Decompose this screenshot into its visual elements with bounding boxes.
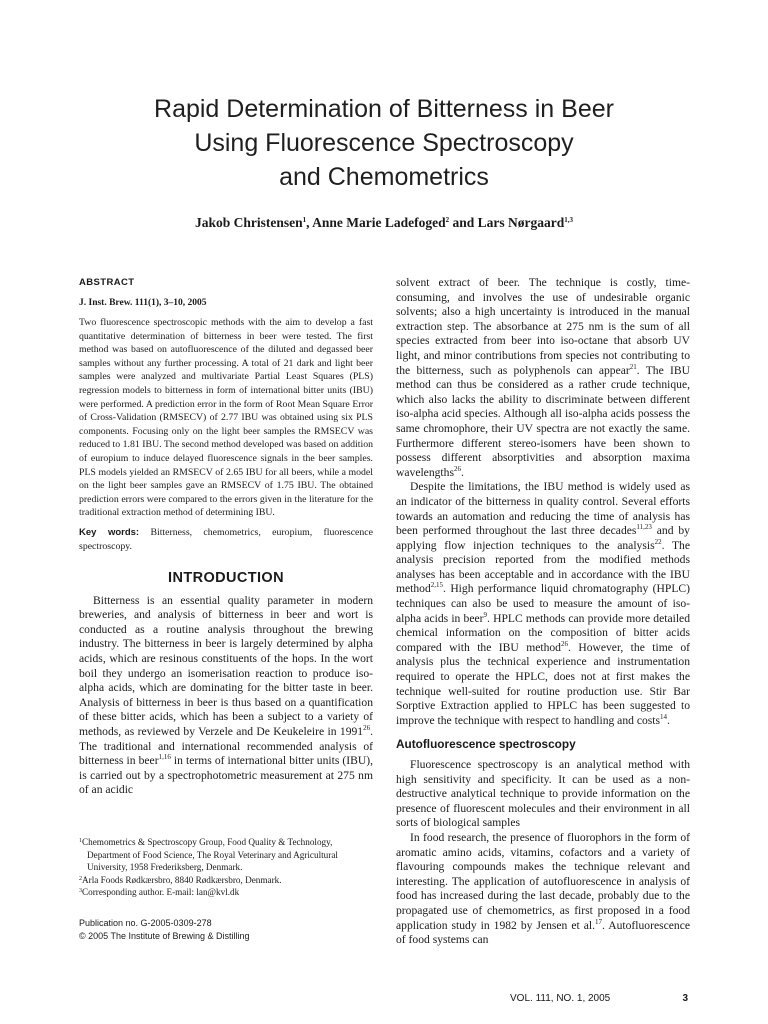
keywords-label: Key words: bbox=[79, 526, 140, 538]
right-column bbox=[396, 276, 690, 948]
text-run: In food research, the presence of fluorophors in the form of aromatic amino acids, vitamins, cofactors and a variety of flavouring compounds makes the technique relevant and interesting. The application of autofluorescence in analysis of food has increased during the last decade, probably due to the propagated use of chemometrics, as first proposed in a food application study in 1982 by Jensen et al. bbox=[396, 830, 690, 932]
citation: 26 bbox=[363, 723, 371, 732]
left-column bbox=[79, 276, 373, 798]
abstract-heading: ABSTRACT bbox=[79, 277, 135, 288]
author-name: Lars Nørgaard bbox=[477, 215, 565, 230]
introduction-heading: INTRODUCTION bbox=[168, 570, 284, 587]
footnote-marker: 1 bbox=[79, 838, 82, 844]
title-line-1: Rapid Determination of Bitterness in Beer bbox=[154, 95, 614, 123]
text-run: . bbox=[667, 713, 670, 727]
citation: 1,16 bbox=[158, 753, 171, 762]
citation: 26 bbox=[560, 639, 568, 648]
citation: 14 bbox=[660, 712, 668, 721]
text-run: . bbox=[460, 465, 464, 479]
text-run: . High performance liquid chromatography (HPLC) techniques can also be used to measure the amount of iso-alpha acids in beer bbox=[396, 582, 690, 625]
publication-number: Publication no. G-2005-0309-278 bbox=[79, 918, 212, 928]
affiliation-marker: 1,3 bbox=[564, 216, 574, 224]
citation: 26 bbox=[453, 464, 461, 473]
article-title bbox=[60, 92, 708, 194]
volume-info: VOL. 111, NO. 1, 2005 bbox=[510, 993, 611, 1004]
text-run: in terms of international bitter units (IBU), is carried out by a spectrophotometric measurement at 275 nm of an acidic bbox=[79, 754, 373, 797]
introduction-paragraph-3 bbox=[396, 480, 690, 728]
text-run: . The analysis precision reported from the modified methods analyses has been acceptable and in accordance with the IBU method bbox=[396, 538, 690, 596]
author-separator: , bbox=[306, 215, 313, 230]
footnote-text: Arla Foods Rødkærsbro, 8840 Rødkærsbro, Denmark. bbox=[82, 874, 282, 885]
title-line-2: Using Fluorescence Spectroscopy bbox=[194, 129, 574, 157]
page-footer bbox=[510, 993, 688, 1004]
text-run: Despite the limitations, the IBU method is widely used as an indicator of the bitterness in quality control. Several efforts towards an automation and reducing the time of analysis has been performed throughout the last three decades bbox=[396, 480, 690, 538]
citation: 17 bbox=[594, 917, 602, 926]
keywords bbox=[79, 526, 373, 553]
keywords-text: Bitterness, chemometrics, europium, fluorescence spectroscopy. bbox=[79, 526, 373, 552]
text-run: . The IBU method can thus be considered as a rather crude technique, which also lacks the ability to discriminate between different iso-alpha acid species. Although all iso-alpha acids possess the same chromophore, their UV spectra are not exactly the same. Furthermore different stereo-isomers have been shown to possess different absorptivities and absorption maxima wavelengths bbox=[396, 363, 690, 479]
author-name: Jakob Christensen bbox=[194, 215, 303, 230]
footnote-text: Chemometrics & Spectroscopy Group, Food Quality & Technology, Department of Food Science, The Royal Veterinary and Agricultural University, 1958 Frederiksberg, Denmark. bbox=[82, 837, 338, 873]
text-run: and by applying flow injection techniques to the analysis bbox=[396, 524, 690, 552]
title-line-3: and Chemometrics bbox=[279, 163, 489, 191]
journal-citation: J. Inst. Brew. 111(1), 3–10, 2005 bbox=[79, 297, 207, 308]
author-separator: and bbox=[449, 215, 478, 230]
citation: 11,23 bbox=[636, 523, 652, 532]
citation: 21 bbox=[629, 362, 637, 371]
footnote-3 bbox=[79, 886, 373, 899]
autofluorescence-paragraph-2 bbox=[396, 831, 690, 948]
text-run: . However, the time of analysis plus the technical experience and instrumentation required to operate the HPLC, does not at first makes the technique well-suited for routine production use. Stir Bar Sorptive Extraction applied to HPLC has been suggested to improve the technique with respect to handling and costs bbox=[396, 640, 690, 727]
footnote-1 bbox=[79, 836, 373, 874]
copyright-notice: © 2005 The Institute of Brewing & Distilling bbox=[79, 931, 250, 941]
author-list bbox=[60, 215, 708, 231]
affiliation-footnotes bbox=[79, 836, 373, 899]
citation: 2,15 bbox=[430, 581, 444, 590]
text-run: . Autofluorescence of food systems can bbox=[396, 918, 691, 947]
autofluorescence-paragraph-1: Fluorescence spectroscopy is an analytical method with high sensitivity and specificity. It can be used as a non-destructive analytical technique to provide information on the presence of fluorescent molecules and their environment in all sorts of biological samples bbox=[396, 758, 690, 830]
text-run: Bitterness is an essential quality parameter in modern breweries, and analysis of bitterness in beer and wort is conducted as a routine analysis throughout the brewing industry. The bitterness in beer is largely determined by alpha acids, which are resinous constituents of the hops. In the wort boil they undergo an isomerisation reaction to produce iso-alpha acids, which are dominating for the bitter taste in beer. Analysis of bitterness in beer is thus based on a quantification of these bitter acids, which has been a subject to a variety of methods, as reviewed by Verzele and De Keukeleire in 1991 bbox=[79, 593, 373, 738]
footnote-2 bbox=[79, 874, 373, 887]
page-number: 3 bbox=[682, 993, 688, 1004]
affiliation-marker: 1 bbox=[302, 216, 307, 224]
text-run: . The traditional and international recommended analysis of bitterness in beer bbox=[79, 724, 373, 768]
citation: 22 bbox=[654, 537, 662, 546]
footnote-marker: 2 bbox=[79, 875, 82, 882]
affiliation-marker: 2 bbox=[445, 216, 450, 224]
introduction-paragraph-2 bbox=[396, 276, 690, 480]
publication-info bbox=[79, 917, 250, 943]
author-name: Anne Marie Ladefoged bbox=[312, 215, 446, 230]
text-run: solvent extract of beer. The technique is costly, time-consuming, and involves the use of undesirable organic solvents; also a high uncertainty is introduced in the manual extraction step. The absorbance at 275 nm is the sum of all species extracted from beer into iso-octane that absorb UV light, and minor contributions from species not contributing to the bitterness, such as polyphenols can appear bbox=[396, 276, 690, 377]
citation: 9 bbox=[483, 610, 487, 619]
abstract-body: Two fluorescence spectroscopic methods with the aim to develop a fast quantitative determination of bitterness in beer were tested. The first method was based on autofluorescence of the diluted and degassed beer samples without any further processing. A total of 21 dark and light beer samples were analyzed and multivariate Partial Least Squares (PLS) regression models to bitterness in form of international bitter units (IBU) were performed. A prediction error in the form of Root Mean Square Error of Cross-Validation (RMSECV) of 2.77 IBU was obtained using six PLS components. Focusing only on the light beer samples the RMSECV was reduced to 1.81 IBU. The second method developed was based on addition of europium to induce delayed fluorescence signals in the beer samples. PLS models yielded an RMSECV of 2.65 IBU for all beers, while a model on the light beer samples gave an RMSECV of 1.75 IBU. The obtained prediction errors were compared to the errors given in the literature for the traditional extraction method of determining IBU. bbox=[79, 317, 373, 519]
footnote-marker: 3 bbox=[79, 888, 82, 895]
footnote-text: Corresponding author. E-mail: lan@kvl.dk bbox=[82, 887, 240, 898]
autofluorescence-heading: Autofluorescence spectroscopy bbox=[396, 737, 576, 752]
text-run: . HPLC methods can provide more detailed chemical information on the composition of bitter acids compared with the IBU method bbox=[396, 611, 690, 654]
introduction-paragraph-1 bbox=[79, 594, 373, 798]
